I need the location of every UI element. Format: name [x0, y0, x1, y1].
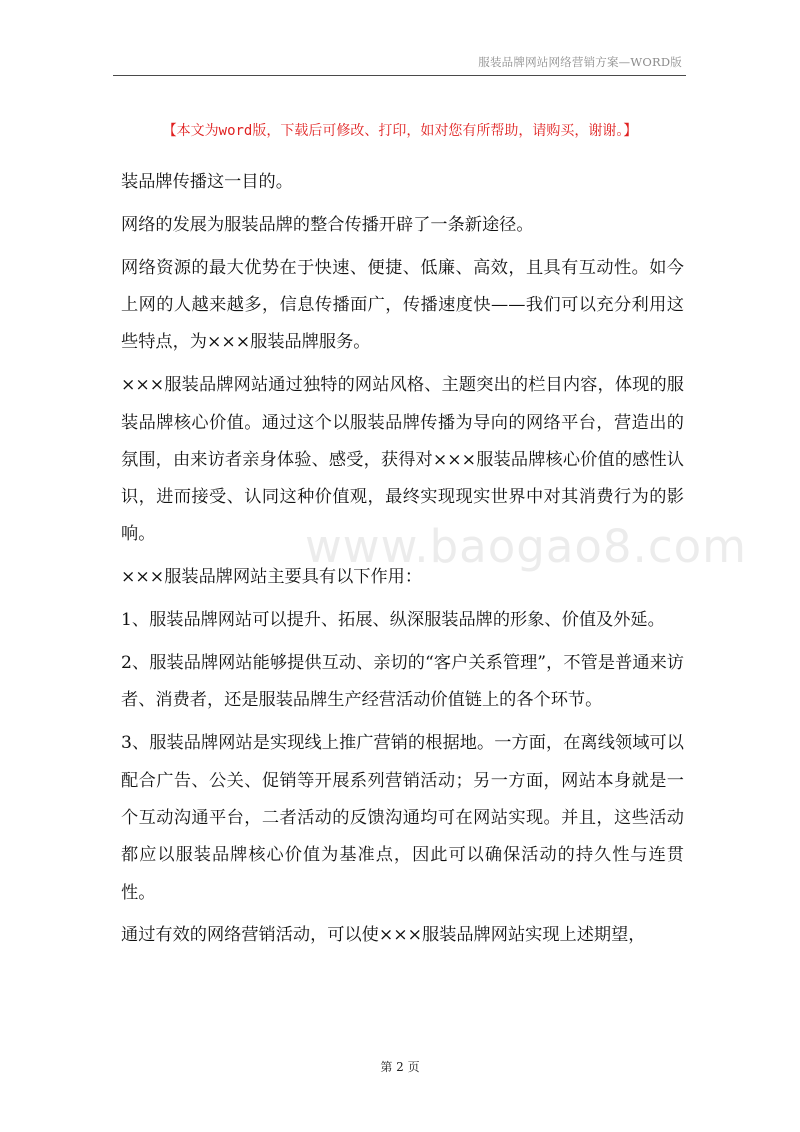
- paragraph: 装品牌传播这一目的。: [121, 172, 293, 192]
- page-number: 第 2 页: [380, 1060, 420, 1074]
- paragraph: 通过有效的网络营销活动，可以使×××服装品牌网站实现上述期望，: [121, 925, 646, 946]
- paragraph: ×××服装品牌网站主要具有以下作用：: [121, 567, 423, 588]
- paragraph: ×××服装品牌网站通过独特的网站风格、主题突出的栏目内容，体现的服装品牌核心价值。通过这个以服装品牌传播为导向的网络平台，营造出的氛围，由来访者亲身体验、感受，获得对×××服装品牌核心价值的感性认识，进而接受、认同这种价值观，最终实现现实世界中对其消费行为的影响。: [121, 375, 684, 545]
- list-item: 2、服装品牌网站能够提供互动、亲切的“客户关系管理”，不管是普通来访者、消费者，还是服装品牌生产经营活动价值链上的各个环节。: [121, 653, 684, 711]
- header-divider: [113, 75, 686, 76]
- list-item: 3、服装品牌网站是实现线上推广营销的根据地。一方面，在离线领域可以配合广告、公关、促销等开展系列营销活动；另一方面，网站本身就是一个互动沟通平台，二者活动的反馈沟通均可在网站实现。并且，这些活动都应以服装品牌核心价值为基准点，因此可以确保活动的持久性与连贯性。: [121, 733, 684, 903]
- document-body: [121, 164, 684, 960]
- paragraph: 网络资源的最大优势在于快速、便捷、低廉、高效，且具有互动性。如今上网的人越来越多，信息传播面广，传播速度快——我们可以充分利用这些特点，为×××服装品牌服务。: [121, 257, 684, 353]
- watermark: www.baogao8.com: [305, 520, 747, 573]
- running-header: 服装品牌网站网络营销方案—WORD版: [478, 55, 682, 69]
- list-item: 1、服装品牌网站可以提升、拓展、纵深服装品牌的形象、价值及外延。: [121, 610, 665, 631]
- purchase-notice: 【本文为word版，下载后可修改、打印，如对您有所帮助，请购买，谢谢。】: [162, 123, 638, 139]
- paragraph: 网络的发展为服装品牌的整合传播开辟了一条新途径。: [121, 214, 534, 235]
